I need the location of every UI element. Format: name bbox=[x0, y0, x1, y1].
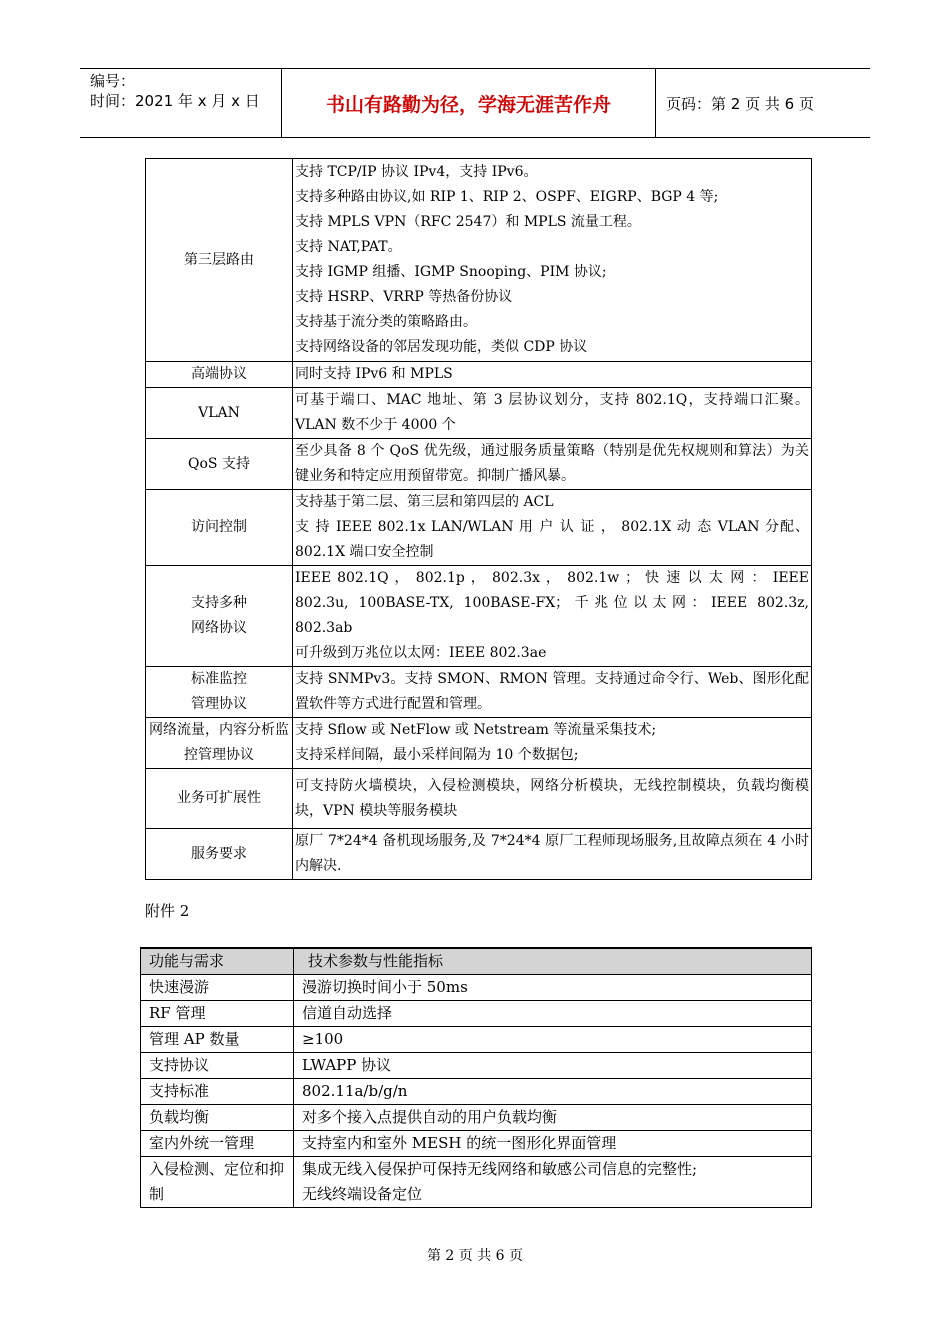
page-footer: 第 2 页 共 6 页 bbox=[426, 1248, 524, 1264]
value-line: 支持 Sflow 或 NetFlow 或 Netstream 等流量采集技术; bbox=[295, 722, 657, 738]
row-label: 标准监控 管理协议 bbox=[146, 667, 293, 718]
row-value bbox=[293, 362, 812, 388]
row-label: 业务可扩展性 bbox=[146, 769, 293, 829]
row-label: 室内外统一管理 bbox=[141, 1131, 294, 1157]
value-line: 支持 SNMPv3。支持 SMON、RMON 管理。支持通过命令行、Web、图形化配置软件等方式进行配置和管理。 bbox=[295, 671, 809, 712]
row-value bbox=[293, 566, 812, 667]
row-label: QoS 支持 bbox=[146, 439, 293, 490]
value-line: 可基于端口、MAC 地址、第 3 层协议划分，支持 802.1Q，支持端口汇聚。VLAN 数不少于 4000 个 bbox=[295, 392, 809, 433]
table-row bbox=[146, 718, 812, 769]
row-label: 支持协议 bbox=[141, 1053, 294, 1079]
value-line: 集成无线入侵保护可保持无线网络和敏感公司信息的完整性; bbox=[302, 1160, 698, 1178]
value-line: 无线终端设备定位 bbox=[302, 1185, 423, 1203]
row-label: 快速漫游 bbox=[141, 975, 294, 1001]
row-value bbox=[293, 718, 812, 769]
table-row bbox=[146, 566, 812, 667]
value-line: 至少具备 8 个 QoS 优先级，通过服务质量策略（特别是优先权规则和算法）为关键业务和特定应用预留带宽。抑制广播风暴。 bbox=[295, 443, 809, 484]
table-row bbox=[146, 439, 812, 490]
row-value bbox=[293, 388, 812, 439]
value-line: 支持 TCP/IP 协议 IPv4，支持 IPv6。 bbox=[295, 164, 538, 180]
row-label: 第三层路由 bbox=[146, 159, 293, 362]
header-cell-parameters: 技术参数与性能指标 bbox=[294, 948, 812, 975]
attachment-label: 附件 2 bbox=[145, 902, 190, 920]
row-value bbox=[294, 1157, 812, 1208]
value-line: 支持 NAT,PAT。 bbox=[295, 239, 402, 255]
row-label: 服务要求 bbox=[146, 829, 293, 880]
row-value bbox=[293, 490, 812, 566]
table-row bbox=[146, 362, 812, 388]
row-value bbox=[294, 1131, 812, 1157]
document-time: 时间：2021 年 x 月 x 日 bbox=[90, 92, 260, 110]
value-line: 支持采样间隔，最小采样间隔为 10 个数据包; bbox=[295, 747, 579, 763]
value-line: 支持基于第二层、第三层和第四层的 ACL bbox=[295, 494, 554, 510]
row-value bbox=[293, 829, 812, 880]
value-line: 信道自动选择 bbox=[302, 1004, 393, 1022]
value-line: 可升级到万兆位以太网：IEEE 802.3ae bbox=[295, 645, 547, 661]
row-value bbox=[293, 439, 812, 490]
value-line: IEEE 802.1Q ， 802.1p ， 802.3x ， 802.1w ； 快 速 以 太 网 ： IEEE 802.3u, 100BASE-TX, 100BASE-FX；千兆位以太网：IEEE 802.3z, 802.3ab bbox=[295, 570, 809, 636]
value-line: 支持室内和室外 MESH 的统一图形化界面管理 bbox=[302, 1134, 617, 1152]
page-header bbox=[80, 68, 870, 138]
table-row bbox=[141, 1105, 812, 1131]
table-row bbox=[146, 159, 812, 362]
row-label: 支持标准 bbox=[141, 1079, 294, 1105]
document-number: 编号： bbox=[90, 72, 136, 90]
row-label: RF 管理 bbox=[141, 1001, 294, 1027]
spec-table-switch-body bbox=[146, 159, 812, 880]
row-label: 入侵检测、定位和抑制 bbox=[141, 1157, 294, 1208]
row-value bbox=[293, 667, 812, 718]
value-line: LWAPP 协议 bbox=[302, 1056, 392, 1074]
header-meta bbox=[80, 69, 282, 137]
table-row bbox=[141, 1079, 812, 1105]
table-row bbox=[141, 1157, 812, 1208]
table-row bbox=[141, 1131, 812, 1157]
row-label: 管理 AP 数量 bbox=[141, 1027, 294, 1053]
row-label: 访问控制 bbox=[146, 490, 293, 566]
value-line: 支持基于流分类的策略路由。 bbox=[295, 314, 477, 330]
table-row bbox=[146, 769, 812, 829]
table-row bbox=[141, 1053, 812, 1079]
value-line: 支持 MPLS VPN（RFC 2547）和 MPLS 流量工程。 bbox=[295, 214, 641, 230]
row-label: 网络流量，内容分析监控管理协议 bbox=[146, 718, 293, 769]
value-line: 对多个接入点提供自动的用户负载均衡 bbox=[302, 1108, 558, 1126]
value-line: 支持网络设备的邻居发现功能，类似 CDP 协议 bbox=[295, 339, 588, 355]
value-line: 支持多种路由协议,如 RIP 1、RIP 2、OSPF、EIGRP、BGP 4 等; bbox=[295, 189, 719, 205]
spec-table-wireless bbox=[140, 947, 812, 1208]
value-line: 支持 IGMP 组播、IGMP Snooping、PIM 协议; bbox=[295, 264, 607, 280]
spec-table-switch bbox=[145, 158, 812, 880]
spec-table-wireless-body bbox=[141, 948, 812, 1208]
row-value bbox=[293, 769, 812, 829]
value-line: 同时支持 IPv6 和 MPLS bbox=[295, 366, 453, 382]
row-value bbox=[294, 1053, 812, 1079]
row-value bbox=[294, 1079, 812, 1105]
table-row bbox=[141, 1027, 812, 1053]
value-line: 802.11a/b/g/n bbox=[302, 1082, 408, 1100]
value-line: 支 持 IEEE 802.1x LAN/WLAN 用 户 认 证 ， 802.1X 动 态 VLAN 分配、802.1X 端口安全控制 bbox=[295, 519, 809, 560]
table-row bbox=[141, 975, 812, 1001]
row-value bbox=[294, 975, 812, 1001]
table-row bbox=[146, 490, 812, 566]
table-row bbox=[146, 388, 812, 439]
table-row bbox=[146, 829, 812, 880]
value-line: 漫游切换时间小于 50ms bbox=[302, 978, 468, 996]
table-header-row bbox=[141, 948, 812, 975]
value-line: 可支持防火墙模块，入侵检测模块，网络分析模块，无线控制模块，负载均衡模块，VPN 模块等服务模块 bbox=[295, 777, 809, 819]
header-motto: 书山有路勤为径，学海无涯苦作舟 bbox=[282, 69, 656, 137]
table-row bbox=[146, 667, 812, 718]
row-label: 负载均衡 bbox=[141, 1105, 294, 1131]
row-value bbox=[294, 1105, 812, 1131]
value-line: 支持 HSRP、VRRP 等热备份协议 bbox=[295, 289, 513, 305]
value-line: ≥100 bbox=[302, 1030, 344, 1048]
row-value bbox=[293, 159, 812, 362]
header-page-number: 页码：第 2 页 共 6 页 bbox=[666, 94, 814, 113]
header-cell-function: 功能与需求 bbox=[141, 948, 294, 975]
row-label: 高端协议 bbox=[146, 362, 293, 388]
value-line: 原厂 7*24*4 备机现场服务,及 7*24*4 原厂工程师现场服务,且故障点须在 4 小时内解决. bbox=[295, 833, 809, 874]
row-label: VLAN bbox=[146, 388, 293, 439]
row-value bbox=[294, 1027, 812, 1053]
row-value bbox=[294, 1001, 812, 1027]
table-row bbox=[141, 1001, 812, 1027]
row-label: 支持多种 网络协议 bbox=[146, 566, 293, 667]
